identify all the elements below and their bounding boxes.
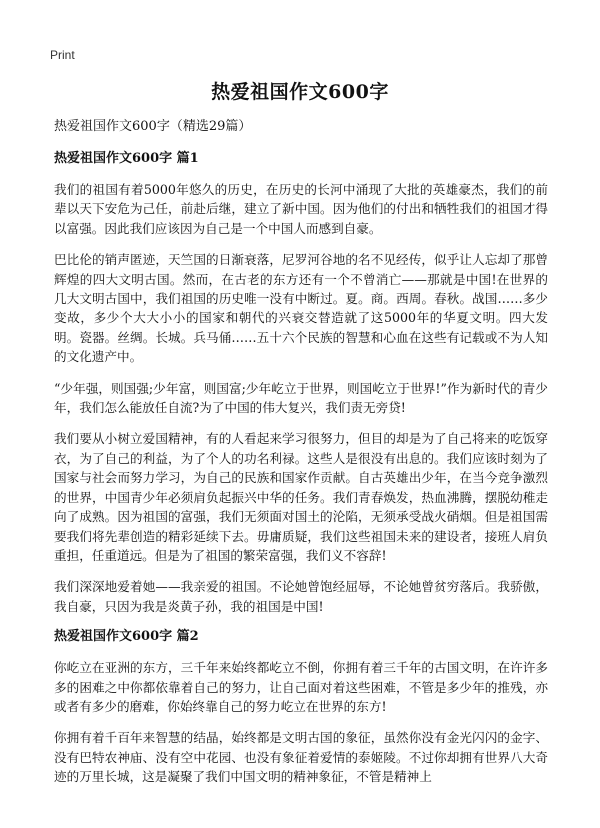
paragraph: 巴比伦的销声匿迹，天竺国的日渐衰落，尼罗河谷地的名不见经传，似乎让人忘却了那曾辉煌的四大文明古国。然而，在古老的东方还有一个不曾消亡——那就是中国!在世界的几大文明古国中，我们祖国的历史唯一没有中断过。夏。商。西周。春秋。战国……多少变故，多少个大大小小的国家和朝代的兴衰交替造就了这5000年的华夏文明。四大发明。瓷器。丝绸。长城。兵马俑……五十六个民族的智慧和心血在这些有记载或不为人知的文化遗产中。 (54, 252, 548, 365)
article-body (54, 150, 548, 799)
section-1 (54, 150, 548, 616)
section-heading: 热爱祖国作文600字 篇2 (54, 629, 199, 645)
paragraph: 你拥有着千百年来智慧的结晶，始终都是文明古国的象征，虽然你没有金光闪闪的金字、没有巴特农神庙、没有空中花园、也没有象征着爱情的泰姬陵。不过你却拥有世界八大奇迹的万里长城，这是凝聚了我们中国文明的精神象征，不管是精神上 (54, 730, 548, 785)
paragraph: 我们的祖国有着5000年悠久的历史，在历史的长河中涌现了大批的英雄豪杰，我们的前辈以天下安危为己任，前赴后继，建立了新中国。因为他们的付出和牺牲我们的祖国才得以富强。因此我们应该因为自己是一个中国人而感到自豪。 (54, 182, 548, 236)
paragraph: 我们深深地爱着她——我亲爱的祖国。不论她曾饱经屈辱，不论她曾贫穷落后。我骄傲，我自豪，只因为我是炎黄子孙，我的祖国是中国! (54, 579, 548, 614)
section-2 (54, 628, 548, 786)
paragraph: “少年强，则国强;少年富，则国富;少年屹立于世界，则国屹立于世界!”作为新时代的青少年，我们怎么能放任自流?为了中国的伟大复兴，我们责无旁贷! (54, 380, 548, 416)
section-heading: 热爱祖国作文600字 篇1 (54, 151, 199, 166)
page-subtitle: 热爱祖国作文600字（精选29篇） (54, 119, 252, 134)
page-title: 热爱祖国作文600字 (211, 81, 389, 103)
print-link[interactable]: Print (50, 48, 75, 62)
paragraph: 我们要从小树立爱国精神，有的人看起来学习很努力，但目的却是为了自己将来的吃饭穿衣，为了自己的利益，为了个人的功名利禄。这些人是很没有出息的。我们应该时刻为了国家与社会而努力学习，为自己的民族和国家作贡献。自古英雄出少年，在当今竞争激烈的世界，中国青少年必须肩负起振兴中华的任务。我们青春焕发，热血沸腾，摆脱幼稚走向了成熟。因为祖国的富强，我们无须面对国土的沦陷，无须承受战火硝烟。但是祖国需要我们将先辈创造的精彩延续下去。毋庸质疑，我们这些祖国未来的建设者，接班人肩负重担，任重道远。但是为了祖国的繁荣富强，我们义不容辞! (54, 431, 548, 563)
paragraph: 你屹立在亚洲的东方，三千年来始终都屹立不倒，你拥有着三千年的古国文明，在许许多多的困难之中你都依靠着自己的努力，让自己面对着这些困难，不管是多少年的推残，亦或者有多少的磨难，你始终靠自己的努力屹立在世界的东方! (54, 660, 548, 714)
